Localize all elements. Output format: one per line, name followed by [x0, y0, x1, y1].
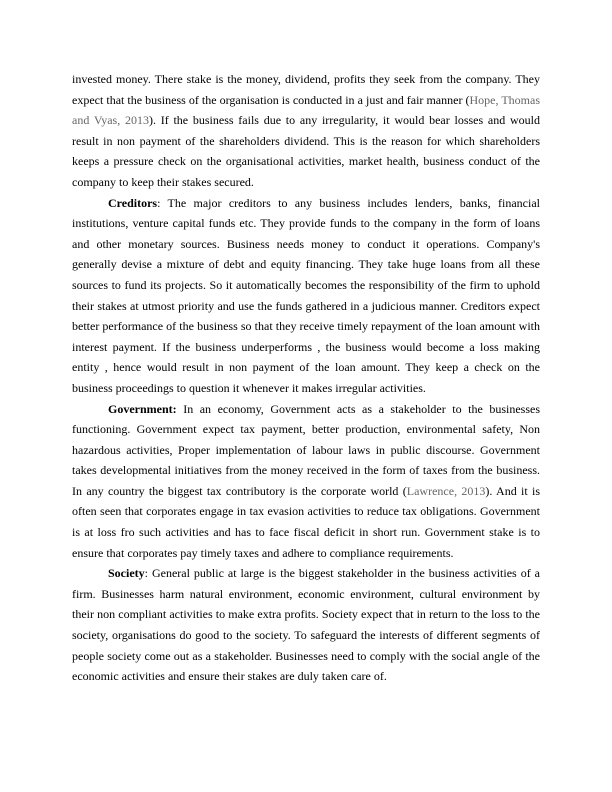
paragraph-text: ). And it is often seen that corporates engage in tax evasion activities to reduce tax obligations. Government is at loss fro such activities and has to face fiscal deficit in short run. Government stake is to ensure that corporates pay timely taxes and adhere to compliance requirements. — [72, 483, 541, 560]
paragraph-text: In an economy, Government acts as a stakeholder to the businesses functioning. Government expect tax payment, better production, environmental safety, Non hazardous activities, Proper implementation of labour laws in public discourse. Government takes developmental initiatives from the money received in the form of taxes from the business. In any country the biggest tax contributory is the corporate world ( — [72, 401, 541, 498]
section-heading-society: Society — [108, 566, 145, 581]
paragraph-text: invested money. There stake is the money, dividend, profits they seek from the company. They expect that the business of the organisation is conducted in a just and fair manner ( — [72, 72, 540, 107]
document-body — [72, 69, 540, 687]
paragraph-shareholders-continued — [72, 69, 540, 193]
citation-hope-thomas-vyas: Hope, Thomas and Vyas, 2013 — [72, 92, 541, 128]
paragraph-creditors — [72, 193, 540, 399]
paragraph-society — [72, 563, 540, 687]
citation-lawrence: Lawrence, 2013 — [406, 483, 486, 498]
section-heading-creditors: Creditors — [108, 195, 158, 210]
paragraph-text: The major creditors to any business includes lenders, banks, financial institutions, venture capital funds etc. They provide funds to the company in the form of loans and other monetary sources. Business needs money to conduct it operations. Company's generally devise a mixture of debt and equity financing. They take huge loans from all these sources to fund its projects. So it automatically becomes the responsibility of the firm to uphold their stakes at utmost priority and use the funds gathered in a judicious manner. Creditors expect better performance of the business so that they receive timely repayment of the loan amount with interest payment. If the business underperforms , the business would become a loss making entity , hence would result in non payment of the loan amount. They keep a check on the business proceedings to question it whenever it makes irregular activities. — [72, 195, 540, 395]
paragraph-text: ). If the business fails due to any irregularity, it would bear losses and would result in non payment of the shareholders dividend. This is the reason for which shareholders keeps a pressure check on the organisational activities, market health, business conduct of the company to keep their stakes secured. — [72, 113, 540, 189]
section-heading-government: Government: — [108, 401, 177, 416]
paragraph-text: General public at large is the biggest stakeholder in the business activities of a firm. Businesses harm natural environment, economic environment, cultural environment by their non compliant activities to make extra profits. Society expect that in return to the loss to the society, organisations do good to the society. To safeguard the interests of different segments of people society come out as a stakeholder. Businesses need to comply with the social angle of the economic activities and ensure their stakes are duly taken care of. — [72, 566, 540, 684]
paragraph-government — [72, 399, 540, 564]
heading-separator: : — [157, 195, 168, 210]
heading-separator: : — [144, 566, 152, 581]
